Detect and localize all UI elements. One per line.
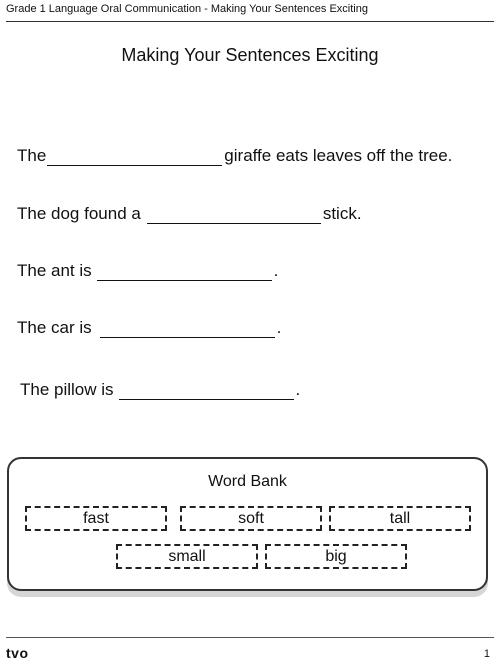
sentence-1-end: giraffe eats leaves off the tree. — [224, 146, 453, 165]
page-number: 1 — [483, 648, 490, 660]
sentence-2-end: stick. — [322, 204, 362, 223]
sentence-5-blank — [119, 385, 294, 400]
word-bank-item-small: small — [116, 544, 258, 569]
footer-divider — [6, 637, 494, 638]
tvo-logo: tvo — [6, 645, 29, 661]
header-divider — [6, 21, 494, 22]
word-bank-item-tall: tall — [329, 506, 471, 531]
word-bank-item-fast: fast — [25, 506, 167, 531]
sentence-4-blank — [100, 323, 275, 338]
word-bank — [7, 457, 488, 591]
sentence-2 — [17, 204, 362, 224]
sentence-3 — [17, 261, 278, 281]
word-bank-item-soft: soft — [180, 506, 322, 531]
sentence-3-end: . — [273, 261, 279, 280]
sentence-1-blank — [47, 151, 222, 166]
sentence-4 — [17, 318, 281, 338]
sentence-5 — [20, 380, 300, 400]
sentence-4-end: . — [276, 318, 282, 337]
sentence-4-start: The car is — [17, 318, 92, 337]
word-bank-title: Word Bank — [208, 473, 287, 490]
sentence-5-start: The pillow is — [20, 380, 114, 399]
word-bank-item-big: big — [265, 544, 407, 569]
sentence-1-start: The — [17, 146, 47, 165]
sentence-3-blank — [97, 266, 272, 281]
page-header: Grade 1 Language Oral Communication - Making Your Sentences Exciting — [6, 3, 368, 15]
sentence-2-start: The dog found a — [17, 204, 141, 223]
sentence-5-end: . — [295, 380, 301, 399]
sentence-1 — [17, 146, 452, 166]
page-title: Making Your Sentences Exciting — [121, 45, 379, 65]
sentence-3-start: The ant is — [17, 261, 92, 280]
sentence-2-blank — [147, 209, 321, 224]
